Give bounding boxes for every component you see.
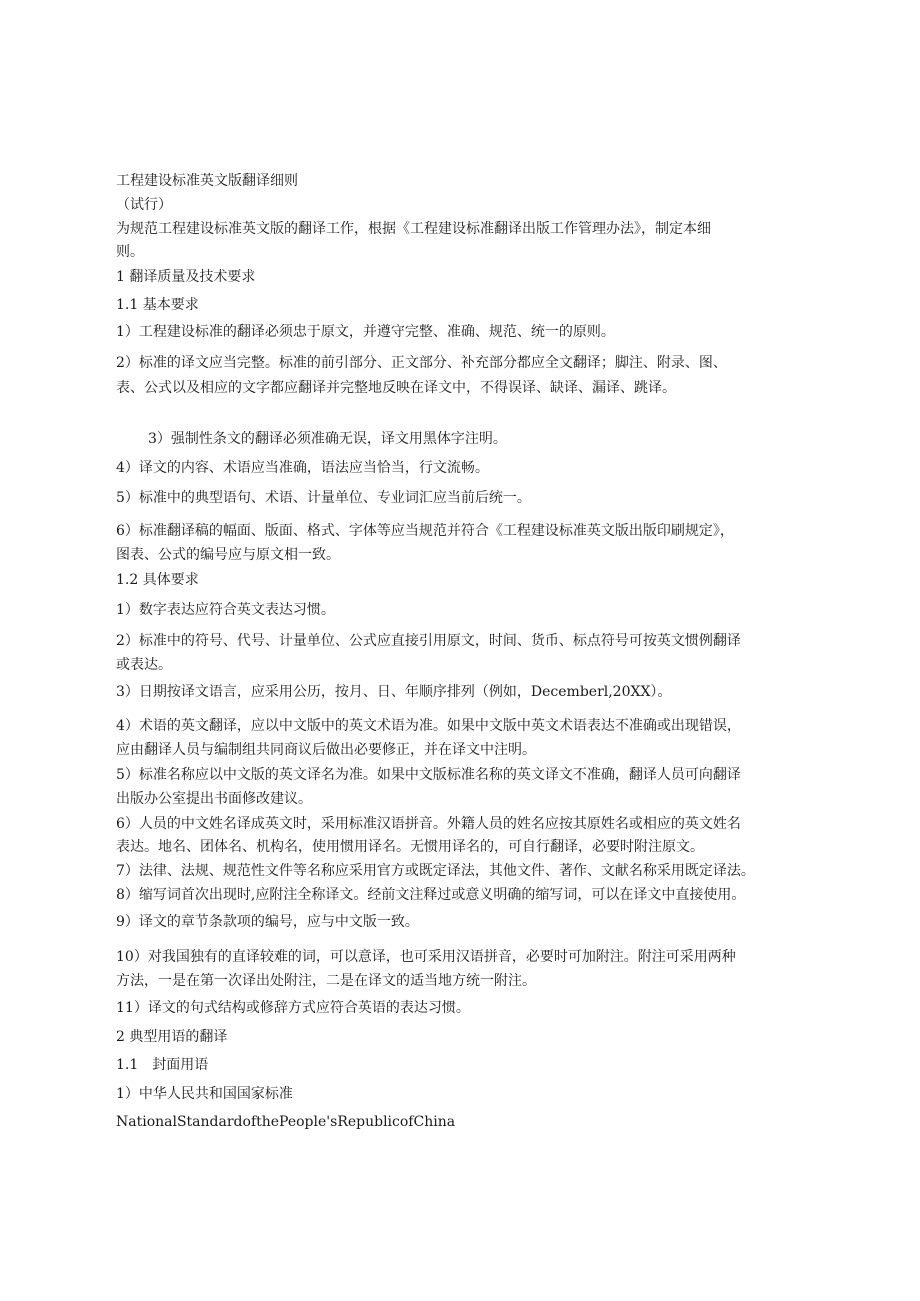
basic-item-2-line-1: 2）标准的译文应当完整。标准的前引部分、正文部分、补充部分都应全文翻译；脚注、附录、图、: [116, 355, 727, 371]
section-2-heading: 2 典型用语的翻译: [116, 1029, 228, 1045]
basic-item-3: 3）强制性条文的翻译必须准确无误，译文用黑体字注明。: [148, 431, 507, 447]
cover-item-1-translation: NationalStandardofthePeople'sRepublicofChina: [116, 1114, 456, 1130]
basic-item-4: 4）译文的内容、术语应当准确，语法应当恰当，行文流畅。: [116, 460, 489, 476]
basic-item-2-line-2: 表、公式以及相应的文字都应翻译并完整地反映在译文中，不得误译、缺译、漏译、跳译。: [116, 380, 676, 396]
specific-item-2-line-1: 2）标准中的符号、代号、计量单位、公式应直接引用原文，时间、货币、标点符号可按英文惯例翻译: [116, 633, 741, 649]
specific-item-9: 9）译文的章节条款项的编号，应与中文版一致。: [116, 914, 419, 930]
basic-item-5: 5）标准中的典型语句、术语、计量单位、专业词汇应当前后统一。: [116, 490, 531, 506]
specific-item-7: 7）法律、法规、规范性文件等名称应采用官方或既定译法，其他文件、著作、文献名称采用既定译法。: [116, 863, 755, 879]
basic-item-6-line-1: 6）标准翻译稿的幅面、版面、格式、字体等应当规范并符合《工程建设标准英文版出版印刷规定》，: [116, 523, 734, 539]
specific-item-3: 3）日期按译文语言，应采用公历，按月、日、年顺序排列（例如，Decemberl,20XX）。: [116, 684, 672, 700]
specific-item-6-line-1: 6）人员的中文姓名译成英文时，采用标准汉语拼音。外籍人员的姓名应按其原姓名或相应的英文姓名: [116, 816, 741, 832]
section-1-2-heading: 1.2 具体要求: [116, 572, 199, 588]
specific-item-4-line-1: 4）术语的英文翻译，应以中文版中的英文术语为准。如果中文版中英文术语表达不准确或出现错误，: [116, 718, 741, 734]
specific-item-1: 1）数字表达应符合英文表达习惯。: [116, 602, 335, 618]
intro-line-2: 则。: [116, 244, 144, 260]
specific-item-5-line-2: 出版办公室提出书面修改建议。: [116, 791, 312, 807]
section-1-1-heading: 1.1 基本要求: [116, 297, 199, 313]
specific-item-4-line-2: 应由翻译人员与编制组共同商议后做出必要修正，并在译文中注明。: [116, 742, 536, 758]
specific-item-10-line-1: 10）对我国独有的直译较难的词，可以意译，也可采用汉语拼音，必要时可加附注。附注可采用两种: [116, 949, 736, 965]
cover-item-1: 1）中华人民共和国国家标准: [116, 1086, 293, 1102]
specific-item-2-line-2: 或表达。: [116, 657, 172, 673]
specific-item-6-line-2: 表达。地名、团体名、机构名，使用惯用译名。无惯用译名的，可自行翻译，必要时附注原文。: [116, 839, 704, 855]
specific-item-11: 11）译文的句式结构或修辞方式应符合英语的表达习惯。: [116, 1000, 470, 1016]
section-1-heading: 1 翻译质量及技术要求: [116, 269, 256, 285]
basic-item-1: 1）工程建设标准的翻译必须忠于原文，并遵守完整、准确、规范、统一的原则。: [116, 324, 615, 340]
document-title: 工程建设标准英文版翻译细则: [116, 173, 298, 189]
specific-item-8: 8）缩写词首次出现时,应附注全称译文。经前文注释过或意义明确的缩写词，可以在译文中直接使用。: [116, 887, 746, 903]
specific-item-10-line-2: 方法，一是在第一次译出处附注，二是在译文的适当地方统一附注。: [116, 973, 536, 989]
basic-item-6-line-2: 图表、公式的编号应与原文相一致。: [116, 547, 340, 563]
section-2-1-heading: 1.1 封面用语: [116, 1057, 209, 1073]
specific-item-5-line-1: 5）标准名称应以中文版的英文译名为准。如果中文版标准名称的英文译文不准确，翻译人员可向翻译: [116, 767, 741, 783]
document-subtitle: （试行）: [116, 197, 172, 213]
intro-line-1: 为规范工程建设标准英文版的翻译工作，根据《工程建设标准翻译出版工作管理办法》，制定本细: [116, 221, 711, 237]
